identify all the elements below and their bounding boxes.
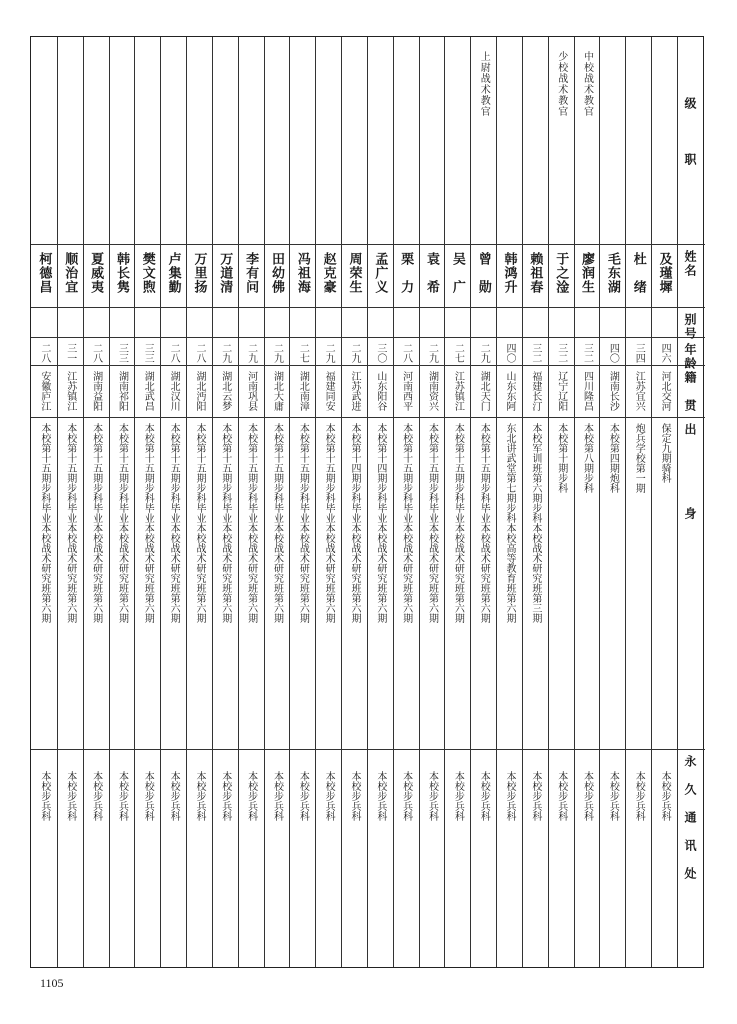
cell-age: 四六 xyxy=(659,343,671,363)
cell-age: 三三 xyxy=(142,343,154,363)
cell-address: 本校步兵科 xyxy=(349,771,360,821)
column-divider xyxy=(160,37,161,967)
cell-age: 二九 xyxy=(349,343,360,363)
column-divider xyxy=(444,37,445,967)
cell-name: 田幼佛 xyxy=(268,252,284,294)
cell-address: 本校步兵科 xyxy=(297,771,309,821)
roster-table xyxy=(30,36,704,968)
cell-name: 顺治宜 xyxy=(62,252,78,294)
cell-age: 二八 xyxy=(90,343,102,363)
cell-native: 湖南益阳 xyxy=(90,371,102,411)
cell-address: 本校步兵科 xyxy=(193,771,205,821)
cell-origin: 本校第十五期步科毕业本校战术研究班第六期 xyxy=(400,423,412,623)
cell-origin: 本校第十五期步科毕业本校战术研究班第六期 xyxy=(38,423,50,623)
cell-age: 四〇 xyxy=(504,343,516,363)
cell-name: 樊文煦 xyxy=(139,252,155,294)
cell-origin: 本校第十五期步科毕业本校战术研究班第六期 xyxy=(64,423,76,623)
cell-address: 本校步兵科 xyxy=(90,771,102,821)
cell-name: 及瑾墀 xyxy=(656,252,672,294)
cell-native: 福建同安 xyxy=(323,371,335,411)
cell-native: 湖北武昌 xyxy=(142,371,154,411)
cell-rank: 上尉战术教官 xyxy=(478,51,490,117)
cell-age: 二七 xyxy=(297,343,309,363)
cell-age: 三四 xyxy=(633,343,645,363)
cell-age: 二九 xyxy=(426,343,438,363)
cell-address: 本校步兵科 xyxy=(555,771,567,821)
cell-native: 湖南资兴 xyxy=(426,371,438,411)
cell-native: 江苏宜兴 xyxy=(633,371,645,411)
row-divider xyxy=(31,749,705,750)
cell-name: 冯祖海 xyxy=(294,252,310,294)
cell-name: 韩鸿升 xyxy=(501,252,517,294)
cell-name: 赵克豪 xyxy=(320,252,336,294)
cell-age: 二七 xyxy=(452,343,464,363)
cell-origin: 本校第十五期步科毕业本校战术研究班第六期 xyxy=(323,423,335,623)
column-divider xyxy=(677,37,678,967)
row-divider xyxy=(31,244,705,245)
cell-name: 吴 广 xyxy=(449,252,465,294)
cell-age: 二九 xyxy=(219,343,231,363)
header-address: 永久通讯处 xyxy=(683,755,697,895)
cell-age: 三一 xyxy=(64,343,76,363)
cell-name: 万里扬 xyxy=(191,252,207,294)
cell-native: 江苏镇江 xyxy=(64,371,76,411)
cell-origin: 本校第十五期步科毕业本校战术研究班第六期 xyxy=(90,423,102,623)
cell-address: 本校步兵科 xyxy=(64,771,76,821)
cell-address: 本校步兵科 xyxy=(504,771,516,821)
page-number: 1105 xyxy=(40,976,64,990)
column-divider xyxy=(419,37,420,967)
cell-origin: 本校第十五期步科毕业本校战术研究班第六期 xyxy=(116,423,128,623)
cell-name: 廖润生 xyxy=(579,252,595,294)
column-divider xyxy=(599,37,600,967)
cell-origin: 本校第十五期步科毕业本校战术研究班第六期 xyxy=(452,423,464,623)
cell-address: 本校步兵科 xyxy=(633,771,645,821)
cell-origin: 本校第十五期步科毕业本校战术研究班第六期 xyxy=(426,423,438,623)
cell-age: 三〇 xyxy=(374,343,386,363)
column-divider xyxy=(212,37,213,967)
cell-native: 湖南长沙 xyxy=(607,371,619,411)
column-divider xyxy=(496,37,497,967)
column-divider xyxy=(57,37,58,967)
cell-native: 湖南祁阳 xyxy=(116,371,128,411)
column-divider xyxy=(238,37,239,967)
cell-age: 二八 xyxy=(400,343,412,363)
cell-address: 本校步兵科 xyxy=(607,771,619,821)
column-divider xyxy=(367,37,368,967)
cell-origin: 本校第十五期步科毕业本校战术研究班第六期 xyxy=(168,423,180,623)
cell-native: 湖北南漳 xyxy=(297,371,309,411)
header-age: 年龄 xyxy=(683,343,697,371)
row-divider xyxy=(31,417,705,418)
cell-native: 山东东阿 xyxy=(504,371,516,411)
column-divider xyxy=(134,37,135,967)
column-divider xyxy=(574,37,575,967)
cell-address: 本校步兵科 xyxy=(400,771,412,821)
cell-origin: 本校第十五期步科毕业本校战术研究班第六期 xyxy=(219,423,231,623)
cell-name: 曾 勋 xyxy=(475,252,491,294)
cell-origin: 本校第十五期步科毕业本校战术研究班第六期 xyxy=(478,423,490,623)
cell-native: 湖北云梦 xyxy=(219,371,231,411)
cell-origin: 本校第十五期步科毕业本校战术研究班第六期 xyxy=(193,423,205,623)
row-divider xyxy=(31,337,705,338)
column-divider xyxy=(109,37,110,967)
cell-name: 于之淦 xyxy=(553,252,569,294)
cell-origin: 本校第十期步科 xyxy=(555,423,567,493)
cell-address: 本校步兵科 xyxy=(374,771,386,821)
cell-name: 李有问 xyxy=(243,252,259,294)
cell-age: 二九 xyxy=(271,343,283,363)
cell-name: 杜 绪 xyxy=(630,252,646,294)
cell-age: 二八 xyxy=(168,343,180,363)
cell-age: 二九 xyxy=(245,343,257,363)
cell-native: 湖北大庸 xyxy=(271,371,283,411)
column-divider xyxy=(470,37,471,967)
column-divider xyxy=(289,37,290,967)
cell-age: 二八 xyxy=(193,343,205,363)
cell-address: 本校步兵科 xyxy=(219,771,231,821)
cell-address: 本校步兵科 xyxy=(116,771,128,821)
cell-address: 本校步兵科 xyxy=(426,771,438,821)
row-divider xyxy=(31,365,705,366)
cell-age: 三二 xyxy=(581,343,593,363)
cell-name: 袁 希 xyxy=(424,252,440,294)
cell-address: 本校步兵科 xyxy=(581,771,593,821)
cell-origin: 本校第十五期步科毕业本校战术研究班第六期 xyxy=(142,423,154,623)
cell-native: 河南巩县 xyxy=(245,371,257,411)
cell-native: 河南西平 xyxy=(400,371,412,411)
cell-origin: 本校第八期步科 xyxy=(581,423,593,493)
cell-name: 周荣生 xyxy=(346,252,362,294)
cell-age: 三三 xyxy=(116,343,128,363)
cell-name: 栗 力 xyxy=(398,252,414,294)
cell-origin: 炮兵学校第一期 xyxy=(633,423,645,493)
cell-native: 山东阳谷 xyxy=(374,371,386,411)
cell-address: 本校步兵科 xyxy=(245,771,257,821)
column-divider xyxy=(83,37,84,967)
cell-native: 湖北天门 xyxy=(478,371,490,411)
header-native: 籍 贯 xyxy=(683,371,697,413)
cell-native: 安徽庐江 xyxy=(38,371,50,411)
column-divider xyxy=(651,37,652,967)
column-divider xyxy=(264,37,265,967)
row-divider xyxy=(31,307,705,308)
cell-address: 本校步兵科 xyxy=(323,771,335,821)
cell-native: 湖北沔阳 xyxy=(193,371,205,411)
cell-name: 毛东湖 xyxy=(604,252,620,294)
cell-age: 三二 xyxy=(555,343,567,363)
cell-name: 赖祖春 xyxy=(527,252,543,294)
cell-address: 本校步兵科 xyxy=(168,771,180,821)
cell-age: 二九 xyxy=(323,343,335,363)
header-rank: 级 职 xyxy=(683,97,697,181)
header-origin: 出 身 xyxy=(683,423,697,535)
cell-native: 福建长汀 xyxy=(529,371,541,411)
column-divider xyxy=(315,37,316,967)
column-divider xyxy=(186,37,187,967)
cell-native: 湖北汉川 xyxy=(168,371,180,411)
cell-age: 二九 xyxy=(478,343,490,363)
cell-origin: 本校第十四期步科毕业本校战术研究班第六期 xyxy=(374,423,386,623)
cell-origin: 本校第四期炮科 xyxy=(607,423,619,493)
cell-origin: 本校第十五期步科毕业本校战术研究班第六期 xyxy=(245,423,257,623)
cell-name: 卢集勤 xyxy=(165,252,181,294)
header-alias: 别号 xyxy=(683,313,697,341)
cell-address: 本校步兵科 xyxy=(142,771,154,821)
cell-origin: 本校军训班第六期步科本校战术研究班第三期 xyxy=(529,423,541,623)
cell-origin: 东北讲武堂第七期步科本校高等教育班第六期 xyxy=(504,423,516,623)
cell-address: 本校步兵科 xyxy=(529,771,541,821)
cell-age: 三二 xyxy=(529,343,541,363)
column-divider xyxy=(393,37,394,967)
cell-origin: 本校第十四期步科毕业本校战术研究班第六期 xyxy=(349,423,360,623)
cell-address: 本校步兵科 xyxy=(659,771,671,821)
cell-origin: 本校第十五期步科毕业本校战术研究班第六期 xyxy=(297,423,309,623)
cell-name: 夏威夷 xyxy=(88,252,104,294)
cell-native: 辽宁辽阳 xyxy=(555,371,567,411)
cell-name: 韩长隽 xyxy=(113,252,129,294)
cell-native: 四川隆昌 xyxy=(581,371,593,411)
cell-address: 本校步兵科 xyxy=(38,771,50,821)
column-divider xyxy=(341,37,342,967)
cell-origin: 保定九期骑科 xyxy=(659,423,671,483)
cell-name: 万道清 xyxy=(217,252,233,294)
cell-native: 河北交河 xyxy=(659,371,671,411)
cell-origin: 本校第十五期步科毕业本校战术研究班第六期 xyxy=(271,423,283,623)
cell-rank: 中校战术教官 xyxy=(581,51,593,117)
column-divider xyxy=(625,37,626,967)
cell-address: 本校步兵科 xyxy=(478,771,490,821)
cell-age: 二八 xyxy=(38,343,50,363)
cell-name: 柯德昌 xyxy=(36,252,52,294)
cell-address: 本校步兵科 xyxy=(452,771,464,821)
cell-native: 江苏武进 xyxy=(349,371,360,411)
cell-native: 江苏镇江 xyxy=(452,371,464,411)
column-divider xyxy=(522,37,523,967)
cell-name: 孟广义 xyxy=(372,252,388,294)
column-divider xyxy=(548,37,549,967)
cell-address: 本校步兵科 xyxy=(271,771,283,821)
cell-rank: 少校战术教官 xyxy=(555,51,567,117)
header-name: 姓名 xyxy=(683,250,697,278)
cell-age: 四〇 xyxy=(607,343,619,363)
